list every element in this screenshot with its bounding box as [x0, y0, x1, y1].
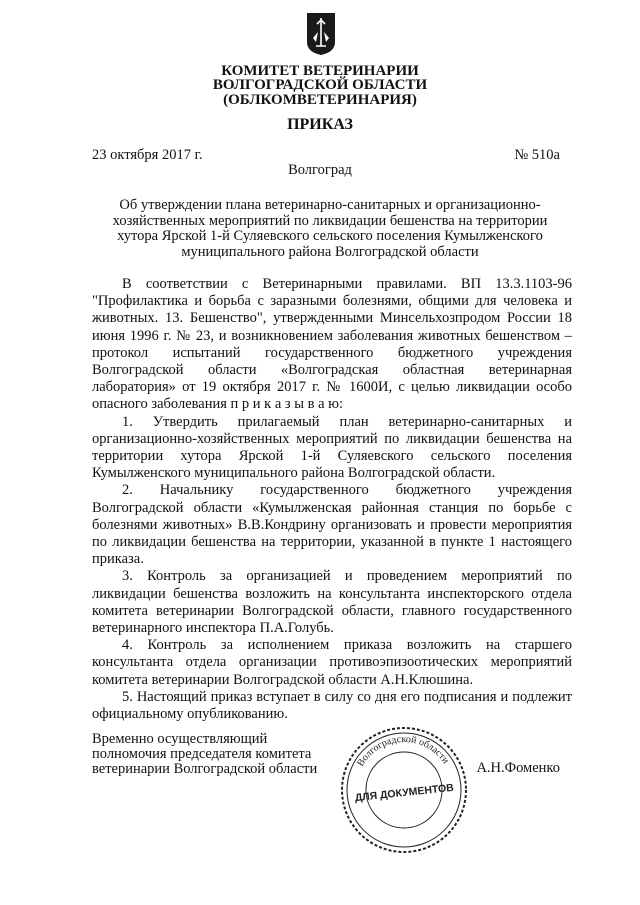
order-body [92, 276, 572, 723]
official-stamp [338, 724, 470, 856]
item-paragraph: 2. Начальнику государственного бюджетного учреждения Волгоградской области «Кумылженская районная станция по борьбе с болезнями животных» В.В.Кондрину организовать и провести мероприятия по ликвидации бешенства на территории, указанной в пункте 1 настоящего приказа. [92, 482, 572, 568]
subject-line: хозяйственных мероприятий по ликвидации бешенства на территории [112, 212, 548, 229]
subject-line: Об утверждении плана ветеринарно-санитарных и организационно- [119, 197, 541, 213]
coat-of-arms-icon [306, 12, 336, 56]
stamp-inner-text: ДЛЯ ДОКУМЕНТОВ [354, 781, 455, 805]
committee-name-line2: ВОЛГОГРАДСКОЙ ОБЛАСТИ [212, 77, 428, 93]
signatory-position [92, 732, 317, 777]
city: Волгоград [288, 162, 352, 178]
item-paragraph: 1. Утвердить прилагаемый план ветеринарно-санитарных и организационно-хозяйственных мероприятий по ликвидации бешенства на территории хутора Ярской 1-й Суляевского сельского поселения Кумылженского муниципального района Волгоградской области. [92, 413, 572, 482]
position-line: Временно осуществляющий [92, 731, 268, 747]
item-paragraph: 3. Контроль за организацией и проведением мероприятий по ликвидации бешенства возложить на консультанта инспекторского отдела комитета ветеринарии Волгоградской области, главного государственного ветеринарного инспектора П.А.Голубь. [92, 568, 572, 637]
subject-line: хутора Ярской 1-й Суляевского сельского поселения Кумылженского [117, 228, 543, 244]
preamble-paragraph: В соответствии с Ветеринарными правилами. ВП 13.3.1103-96 "Профилактика и борьба с заразными болезнями, общими для человека и животных. 13. Бешенство", утвержденными Минсельхозпродом России 18 июня 1996 г. № 23, и возникновением заболевания животных бешенством – протокол испытаний государственного бюджетного учреждения Волгоградской области «Волгоградская областная ветеринарная лаборатория» от 19 октября 2017 г. № 1600И, с целью ликвидации особо опасного заболевания п р и к а з ы в а ю: [92, 276, 572, 413]
subject-line: муниципального района Волгоградской области [181, 243, 479, 260]
signatory-name: А.Н.Фоменко [476, 760, 560, 776]
position-line: ветеринарии Волгоградской области [92, 761, 318, 777]
stamp-outer-text: Волгоградской области [355, 733, 452, 769]
item-paragraph: 4. Контроль за исполнением приказа возложить на старшего консультанта отдела организации противоэпизоотических мероприятий комитета ветеринарии Волгоградской области А.Н.Клюшина. [92, 637, 572, 688]
svg-text:Волгоградской области [355, 734, 451, 768]
item-paragraph: 5. Настоящий приказ вступает в силу со дня его подписания и подлежит официальному опубликованию. [92, 688, 572, 723]
document-type: ПРИКАЗ [287, 116, 353, 133]
committee-name-line1: КОМИТЕТ ВЕТЕРИНАРИИ [221, 63, 419, 79]
position-line: полномочия председателя комитета [92, 746, 312, 762]
committee-name-line3: (ОБЛКОМВЕТЕРИНАРИЯ) [223, 92, 417, 108]
order-subject [100, 198, 560, 260]
order-number: № 510а [514, 147, 560, 163]
order-date: 23 октября 2017 г. [92, 147, 203, 163]
